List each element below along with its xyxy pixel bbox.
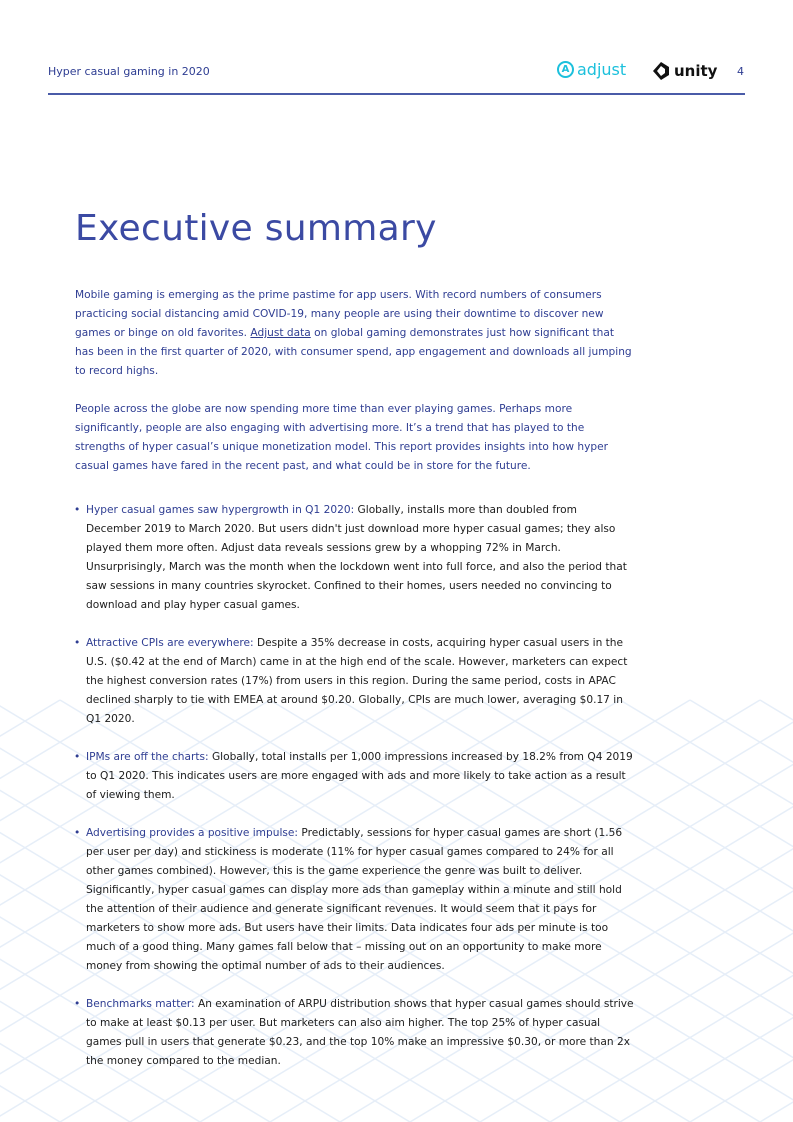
intro-text: Mobile gaming is emerging as the prime pastime for app users. With record numbers of consumers practicing social distancing amid COVID-19, many people are using their downtime to discover new games or binge on old favorites. [75,289,604,339]
bullet-icon: • [74,637,81,649]
main-content [75,286,635,1090]
intro-paragraph [75,286,635,381]
adjust-data-link[interactable]: Adjust data [250,327,311,339]
finding-text: Globally, installs more than doubled from December 2019 to March 2020. But users didn't just download more hyper casual games; they also played them more often. Adjust data reveals sessions grew by a whopping 72% in March. Unsurprisingly, March was the month when the lockdown went into full force, and also the period that saw sessions in many countries skyrocket. Confined to their homes, users needed no convincing to download and play hyper casual games. [86,504,627,611]
list-item [75,824,635,976]
list-item [75,748,635,805]
header-divider [48,93,745,95]
bullet-icon: • [74,504,81,516]
unity-logo [651,61,717,81]
page-number: 4 [737,65,744,78]
unity-logo-text: unity [674,62,718,80]
finding-lead: Benchmarks matter: [86,998,195,1010]
bullet-icon: • [74,827,81,839]
list-item [75,995,635,1071]
unity-cube-icon [651,61,671,81]
key-findings-list [75,501,635,1071]
document-title: Hyper casual gaming in 2020 [48,65,210,78]
list-item [75,634,635,729]
page-title: Executive summary [75,208,437,249]
bullet-icon: • [74,751,81,763]
list-item [75,501,635,615]
finding-text: An examination of ARPU distribution shows that hyper casual games should strive to make at least $0.13 per user. But marketers can also aim higher. The top 25% of hyper casual games pull in users that generate $0.23, and the top 10% make an impressive $0.30, or more than 2x the money compared to the median. [86,998,634,1067]
bullet-icon: • [74,998,81,1010]
intro-paragraph [75,400,635,476]
finding-text: Despite a 35% decrease in costs, acquiring hyper casual users in the U.S. ($0.42 at the end of March) came in at the high end of the scale. However, marketers can expect the highest conversion rates (17%) from users in this region. During the same period, costs in APAC declined sharply to tie with EMEA at around $0.20. Globally, CPIs are much lower, averaging $0.17 in Q1 2020. [86,637,628,725]
finding-lead: IPMs are off the charts: [86,751,209,763]
intro-text: People across the globe are now spending more time than ever playing games. Perhaps more significantly, people are also engaging with advertising more. It’s a trend that has played to the strengths of hyper casual’s unique monetization model. This report provides insights into how hyper casual games have fared in the recent past, and what could be in store for the future. [75,403,609,472]
finding-lead: Hyper casual games saw hypergrowth in Q1 2020: [86,504,355,516]
finding-text: Globally, total installs per 1,000 impressions increased by 18.2% from Q4 2019 to Q1 2020. This indicates users are more engaged with ads and more likely to take action as a result of viewing them. [86,751,633,801]
intro-text: on global gaming demonstrates just how significant that has been in the first quarter of 2020, with consumer spend, app engagement and downloads all jumping to record highs. [75,327,632,377]
adjust-logo-text: adjust [577,60,627,79]
finding-text: Predictably, sessions for hyper casual games are short (1.56 per user per day) and stickiness is moderate (11% for hyper casual games compared to 24% for all other games combined). However, this is the game experience the genre was built to deliver. Significantly, hyper casual games can display more ads than gameplay within a minute and still hold the attention of their audience and generate significant revenues. It would seem that it pays for marketers to show more ads. But users have their limits. Data indicates four ads per minute is too much of a good thing. Many games fall below that – missing out on an opportunity to make more money from showing the optimal number of ads to their audiences. [86,827,623,972]
adjust-logo-icon: A [557,61,574,78]
finding-lead: Advertising provides a positive impulse: [86,827,298,839]
finding-lead: Attractive CPIs are everywhere: [86,637,254,649]
adjust-logo [557,60,626,79]
